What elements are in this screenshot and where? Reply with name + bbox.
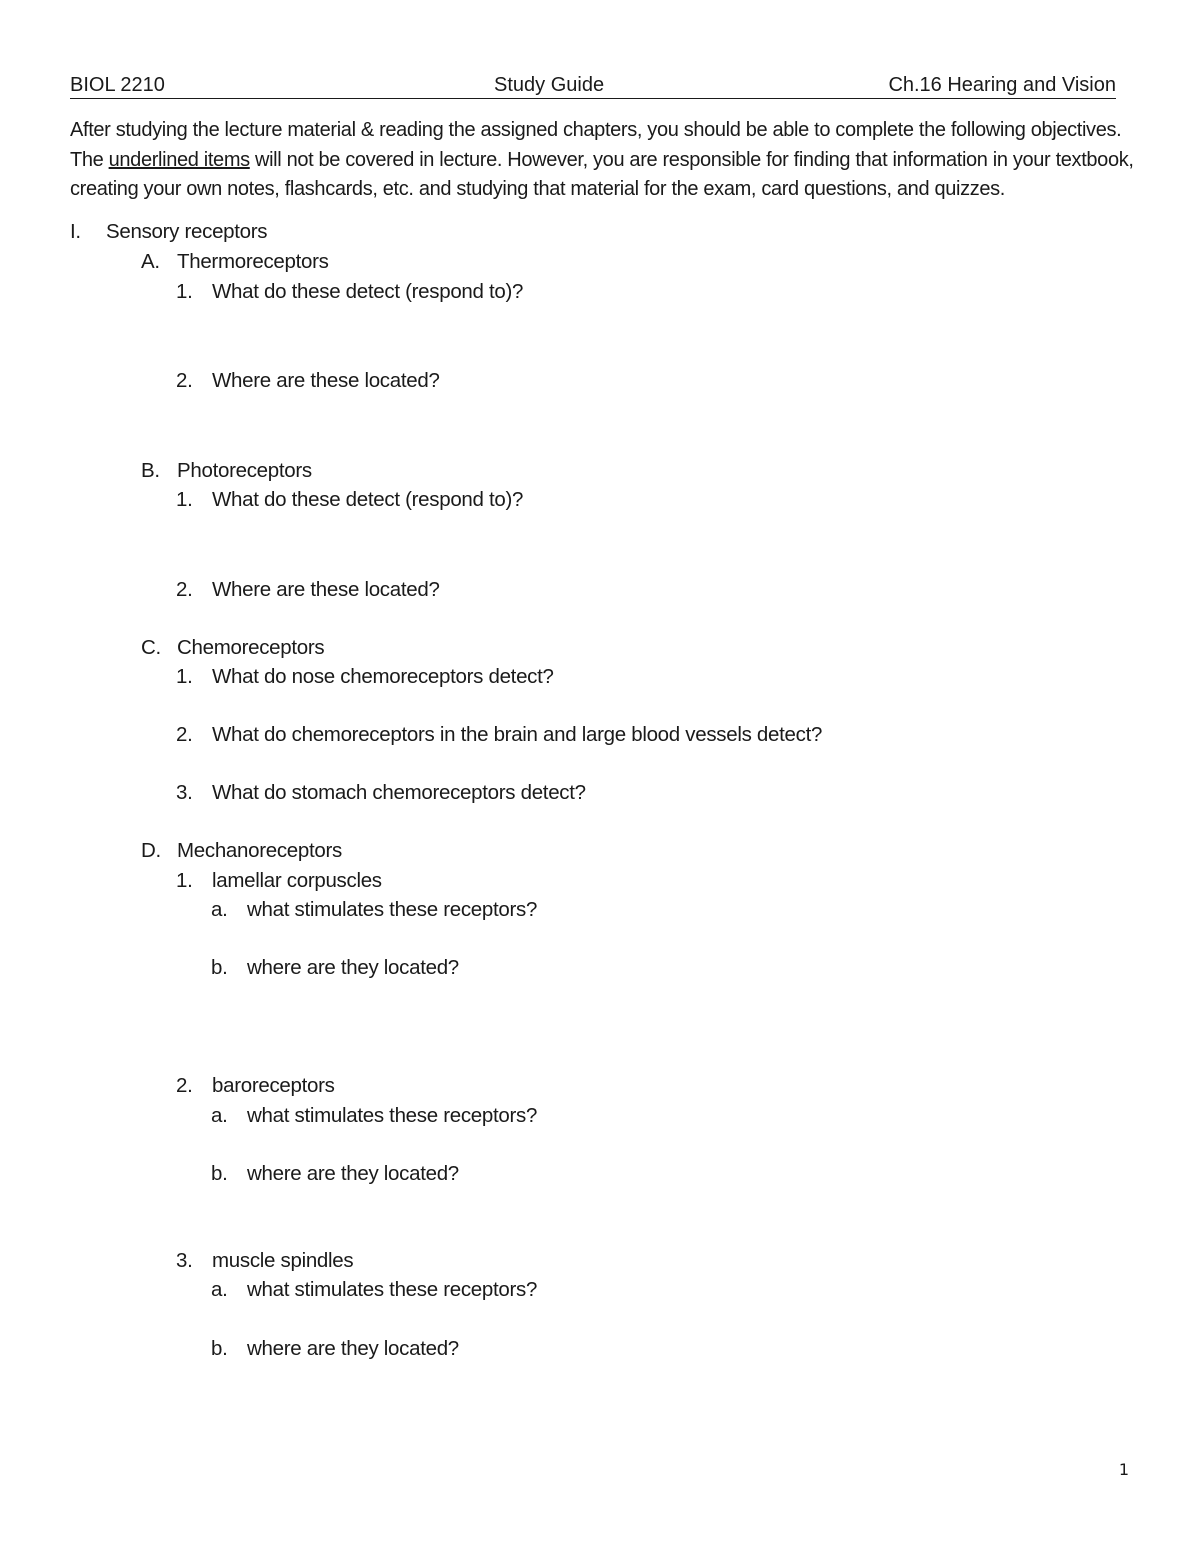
outline-marker: D. [141, 839, 161, 862]
intro-underlined-text: underlined items [108, 148, 250, 171]
outline-marker: I. [70, 220, 81, 243]
outline-text: where are they located? [247, 956, 459, 979]
outline-text: where are they located? [247, 1162, 459, 1185]
outline-text: Thermoreceptors [177, 250, 329, 273]
outline-marker: a. [211, 1278, 228, 1301]
outline-marker: 2. [176, 723, 193, 746]
intro-paragraph [70, 116, 1140, 205]
outline-marker: B. [141, 459, 160, 482]
course-code: BIOL 2210 [70, 74, 165, 96]
page-number: 1 [1118, 1460, 1129, 1479]
outline-text: what stimulates these receptors? [247, 1104, 538, 1127]
outline-marker: 1. [176, 869, 193, 892]
intro-text-2: will not be covered in lecture. However, you are responsible for finding that information in your textbook, creating your own notes, flashcards, etc. and studying that material for the exam, card questions, and quizzes. [70, 148, 1134, 200]
outline-marker: 1. [176, 665, 193, 688]
outline-marker: b. [211, 956, 228, 979]
outline-text: Where are these located? [212, 369, 440, 392]
outline-text: muscle spindles [212, 1249, 354, 1272]
outline-text: What do stomach chemoreceptors detect? [212, 781, 586, 804]
outline-text: Sensory receptors [106, 220, 268, 243]
outline-marker: a. [211, 898, 228, 921]
page-header [70, 72, 1116, 99]
outline-marker: 2. [176, 369, 193, 392]
outline-text: Chemoreceptors [177, 636, 325, 659]
outline-text: What do these detect (respond to)? [212, 280, 524, 303]
outline-marker: C. [141, 636, 161, 659]
outline-text: what stimulates these receptors? [247, 1278, 538, 1301]
outline-marker: 1. [176, 280, 193, 303]
outline-text: Where are these located? [212, 578, 440, 601]
outline-text: baroreceptors [212, 1074, 335, 1097]
outline-marker: b. [211, 1162, 228, 1185]
outline-text: what stimulates these receptors? [247, 898, 538, 921]
outline-text: Mechanoreceptors [177, 839, 342, 862]
outline-text: lamellar corpuscles [212, 869, 382, 892]
outline-text: What do these detect (respond to)? [212, 488, 524, 511]
outline-text: where are they located? [247, 1337, 459, 1360]
outline-text: What do nose chemoreceptors detect? [212, 665, 554, 688]
outline-marker: 3. [176, 781, 193, 804]
outline-text: Photoreceptors [177, 459, 312, 482]
outline-marker: 1. [176, 488, 193, 511]
outline-marker: a. [211, 1104, 228, 1127]
outline-text: What do chemoreceptors in the brain and large blood vessels detect? [212, 723, 823, 746]
intro-text-1: After studying the lecture material & reading the assigned chapters, you should be able to complete the following objectives. The [70, 119, 1122, 171]
chapter-title: Ch.16 Hearing and Vision [888, 74, 1116, 96]
outline-marker: A. [141, 250, 160, 273]
outline-marker: 2. [176, 1074, 193, 1097]
outline-marker: 2. [176, 578, 193, 601]
document-title: Study Guide [494, 74, 605, 96]
outline-marker: 3. [176, 1249, 193, 1272]
outline-marker: b. [211, 1337, 228, 1360]
